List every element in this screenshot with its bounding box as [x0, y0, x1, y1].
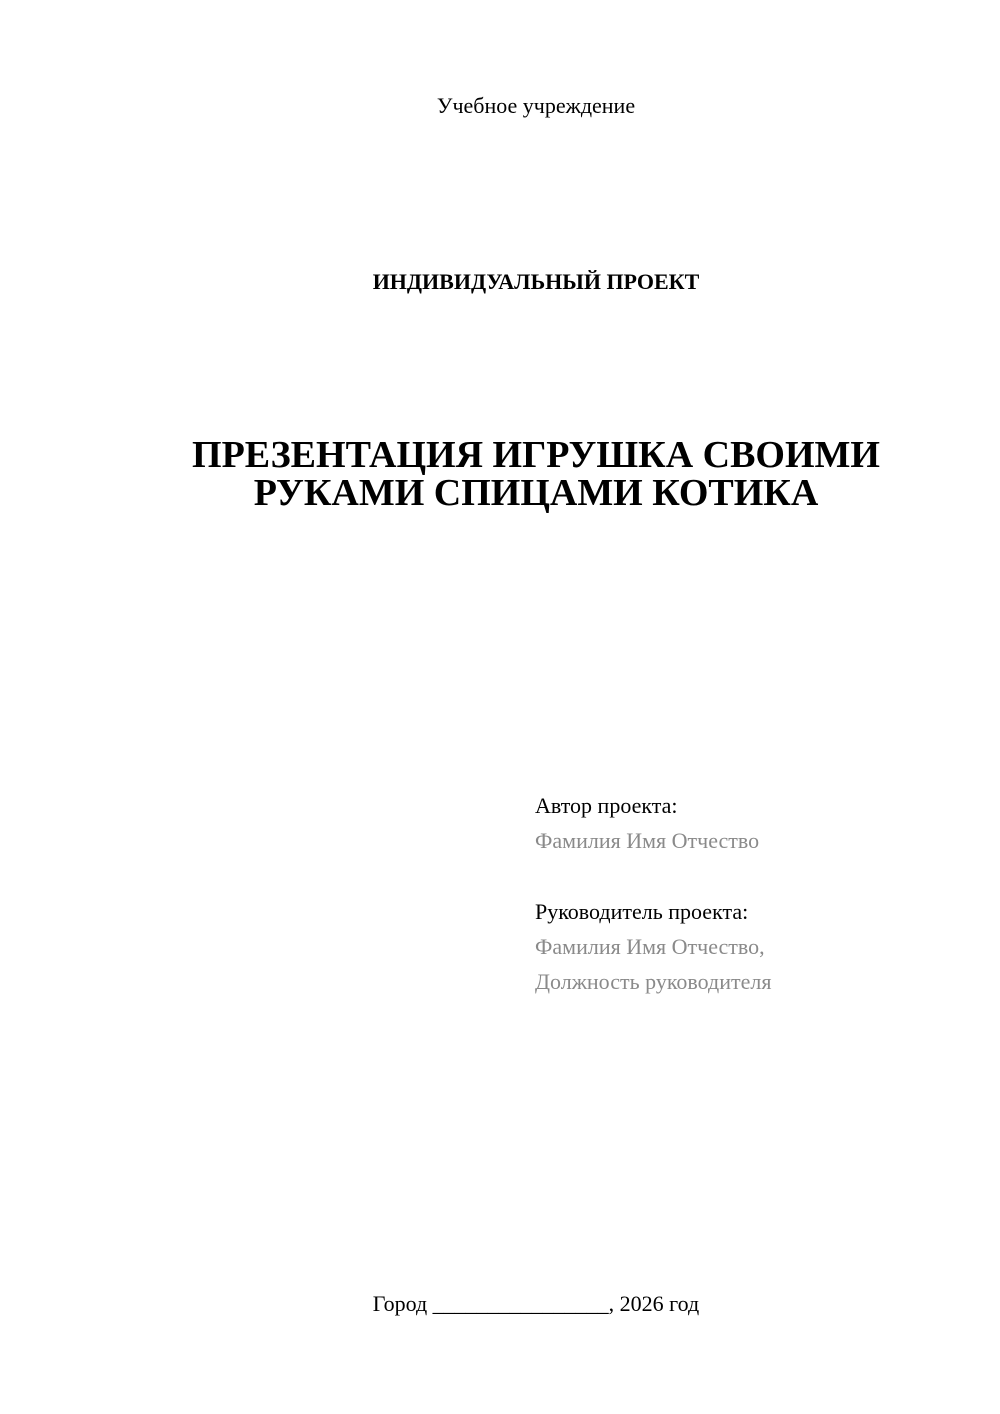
author-label: Автор проекта:: [535, 793, 678, 818]
supervisor-name: Фамилия Имя Отчество,: [535, 934, 765, 959]
project-type-heading: ИНДИВИДУАЛЬНЫЙ ПРОЕКТ: [372, 269, 700, 294]
project-title: [0, 436, 1000, 512]
city-year-footer: Город ________________, 2026 год: [372, 1291, 700, 1316]
project-info-block: [535, 788, 975, 999]
supervisor-position: Должность руководителя: [535, 969, 772, 994]
project-title-line-2: РУКАМИ СПИЦАМИ КОТИКА: [253, 472, 819, 514]
project-title-line-1: ПРЕЗЕНТАЦИЯ ИГРУШКА СВОИМИ: [192, 434, 880, 476]
supervisor-label: Руководитель проекта:: [535, 899, 749, 924]
author-name: Фамилия Имя Отчество: [535, 828, 760, 853]
institution-name: Учебное учреждение: [436, 93, 636, 118]
info-spacer: [535, 858, 975, 894]
